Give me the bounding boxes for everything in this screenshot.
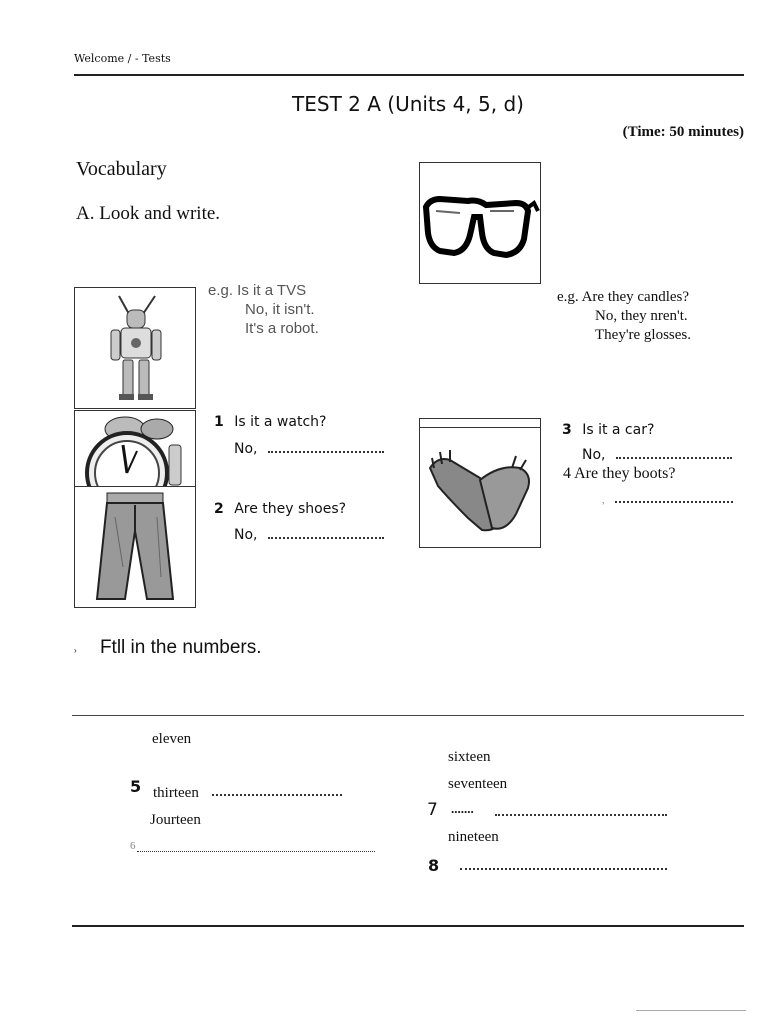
question-3-text: Is it a car? <box>582 422 655 438</box>
number-6-label: 6 <box>130 840 136 852</box>
answer-4 <box>602 493 733 506</box>
page-title: TEST 2 A (Units 4, 5, d) <box>292 92 524 116</box>
numbers-bottom-rule <box>72 925 744 927</box>
example-glasses-line3: They're glosses. <box>595 327 692 343</box>
example-robot-line2: No, it isn't. <box>245 301 315 318</box>
answer-2-blank[interactable] <box>268 529 384 539</box>
header-rule <box>74 74 744 76</box>
section-b-text: Ftll in the numbers. <box>99 637 262 658</box>
number-5-label: 5 <box>130 777 142 796</box>
answer-1-blank[interactable] <box>268 443 384 453</box>
example-robot-line1: e.g. Is it a TVS <box>208 282 307 299</box>
question-2-text: Are they shoes? <box>234 501 347 517</box>
example-robot <box>208 281 319 338</box>
question-1 <box>214 414 326 430</box>
question-2 <box>214 501 346 517</box>
question-1-text: Is it a watch? <box>234 414 327 430</box>
number-sixteen: sixteen <box>448 749 491 765</box>
trousers-picture <box>74 486 196 608</box>
number-thirteen: thirteen <box>153 785 199 801</box>
example-glasses <box>557 288 691 345</box>
vocabulary-heading: Vocabulary <box>76 158 167 180</box>
number-8-label: 8 <box>428 856 440 875</box>
example-glasses-line1: e.g. Are they candles? <box>557 289 690 305</box>
breadcrumb: Welcome / - Tests <box>74 52 171 65</box>
question-3 <box>562 422 654 438</box>
question-2-number: 2 <box>214 501 224 517</box>
section-b-mark: › <box>74 646 77 655</box>
number-5-blank[interactable] <box>212 786 342 796</box>
number-8-blank[interactable] <box>460 860 667 870</box>
answer-3 <box>582 447 732 463</box>
number-6-blank[interactable] <box>137 843 375 852</box>
answer-1-label: No, <box>234 441 258 457</box>
number-7-blank[interactable] <box>495 806 667 816</box>
number-seventeen: seventeen <box>448 776 508 792</box>
number-7-short-blank: ....... <box>451 801 474 816</box>
answer-4-blank[interactable] <box>615 493 733 503</box>
answer-1 <box>234 441 384 457</box>
answer-3-label: No, <box>582 447 606 463</box>
number-fourteen: Jourteen <box>150 812 201 828</box>
answer-2-label: No, <box>234 527 258 543</box>
number-7-label: 7 <box>427 800 438 820</box>
question-4 <box>563 465 675 483</box>
question-4-text: 4 Are they boots? <box>563 465 676 482</box>
gloves-picture <box>419 418 541 548</box>
answer-2 <box>234 527 384 543</box>
question-1-number: 1 <box>214 414 224 430</box>
robot-picture <box>74 287 196 409</box>
section-b-heading <box>74 637 262 659</box>
number-eleven: eleven <box>152 731 192 747</box>
number-nineteen: nineteen <box>448 829 499 845</box>
section-a-heading: A. Look and write. <box>76 203 221 224</box>
question-3-number: 3 <box>562 422 572 438</box>
alarm-clock-picture <box>74 410 196 488</box>
example-glasses-line2: No, they nren't. <box>595 308 688 324</box>
glasses-picture <box>419 162 541 284</box>
example-robot-line3: It's a robot. <box>245 320 319 337</box>
time-limit: (Time: 50 minutes) <box>622 124 744 140</box>
answer-3-blank[interactable] <box>616 449 732 459</box>
answer-4-mark: , <box>602 495 605 506</box>
footer-line <box>636 1010 746 1011</box>
numbers-top-rule <box>72 715 744 716</box>
